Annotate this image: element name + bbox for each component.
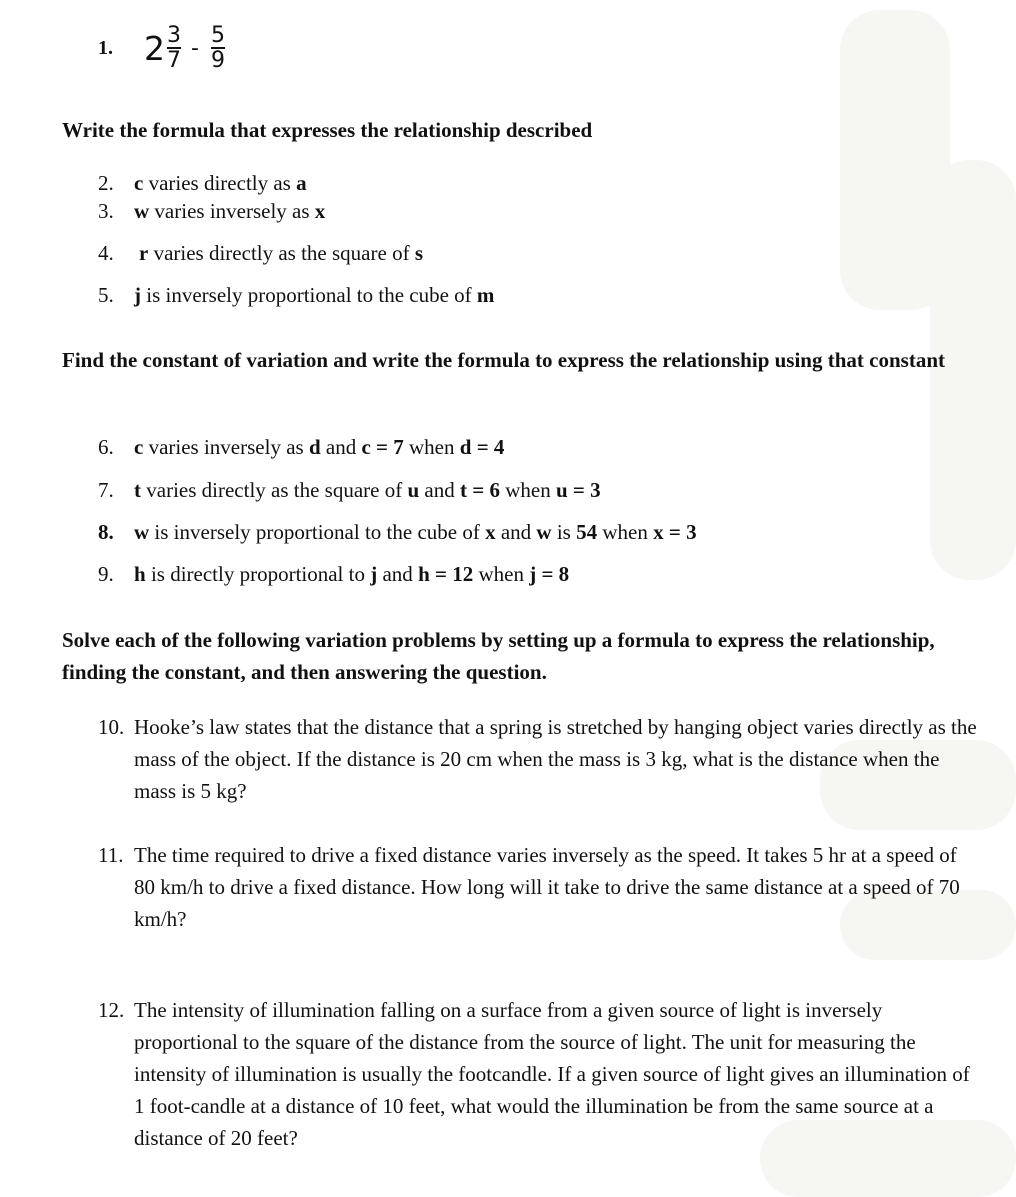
question-11	[98, 839, 978, 935]
question-text: The time required to drive a fixed distance varies inversely as the speed. It takes 5 hr at a speed of 80 km/h to drive a fixed distance. How long will it take to drive the same distance at a speed of 70 km/h?	[134, 843, 960, 931]
question-3	[98, 195, 325, 227]
mixed-number-expression	[144, 24, 225, 72]
question-8	[98, 516, 697, 548]
question-number: 6.	[98, 435, 114, 459]
question-number: 8.	[98, 520, 114, 544]
question-number: 3.	[98, 199, 114, 223]
question-10	[98, 711, 978, 807]
question-6	[98, 431, 504, 463]
question-text: Hooke’s law states that the distance that a spring is stretched by hanging object varies directly as the mass of the object. If the distance is 20 cm when the mass is 3 kg, what is the distance when the mass is 5 kg?	[134, 715, 977, 803]
question-4	[98, 237, 423, 269]
question-text: c varies inversely as d and c = 7 when d = 4	[134, 435, 505, 459]
question-text: r varies directly as the square of s	[139, 241, 423, 265]
section-heading: Solve each of the following variation problems by setting up a formula to express the relationship, finding the constant, and then answering the question.	[62, 628, 935, 684]
question-number: 12.	[98, 998, 125, 1022]
question-9	[98, 558, 569, 590]
fraction-1	[167, 24, 181, 72]
question-number: 10.	[98, 715, 125, 739]
whole-part: 2	[144, 28, 165, 68]
question-number: 5.	[98, 283, 114, 307]
question-text: w is inversely proportional to the cube of x and w is 54 when x = 3	[134, 520, 697, 544]
question-text: The intensity of illumination falling on a surface from a given source of light is inversely proportional to the square of the distance from the source of light. The unit for measuring the intensity of illumination is usually the footcandle. If a given source of light gives an illumination of 1 foot-candle at a distance of 10 feet, what would the illumination be from the same source at a distance of 20 feet?	[134, 998, 970, 1150]
section-heading: Find the constant of variation and write the formula to express the relationship using that constant	[62, 348, 945, 372]
question-text: w varies inversely as x	[134, 199, 326, 223]
denominator: 7	[167, 48, 181, 73]
question-number: 1.	[98, 36, 113, 59]
minus-sign: -	[191, 35, 199, 61]
question-text: t varies directly as the square of u and t = 6 when u = 3	[134, 478, 601, 502]
numerator: 3	[167, 22, 181, 48]
question-number: 7.	[98, 478, 114, 502]
question-text: h is directly proportional to j and h = 12 when j = 8	[134, 562, 570, 586]
question-number: 4.	[98, 241, 114, 265]
numerator: 5	[210, 22, 225, 48]
question-text: j is inversely proportional to the cube of m	[134, 283, 495, 307]
section-heading: Write the formula that expresses the relationship described	[62, 118, 593, 142]
question-number: 9.	[98, 562, 114, 586]
question-text: c varies directly as a	[134, 171, 307, 195]
question-5	[98, 279, 494, 311]
denominator: 9	[210, 48, 225, 73]
question-number: 2.	[98, 171, 114, 195]
question-number: 11.	[98, 843, 124, 867]
question-12	[98, 994, 978, 1154]
fraction-2	[211, 24, 225, 72]
question-7	[98, 474, 601, 506]
question-1	[98, 8, 225, 88]
